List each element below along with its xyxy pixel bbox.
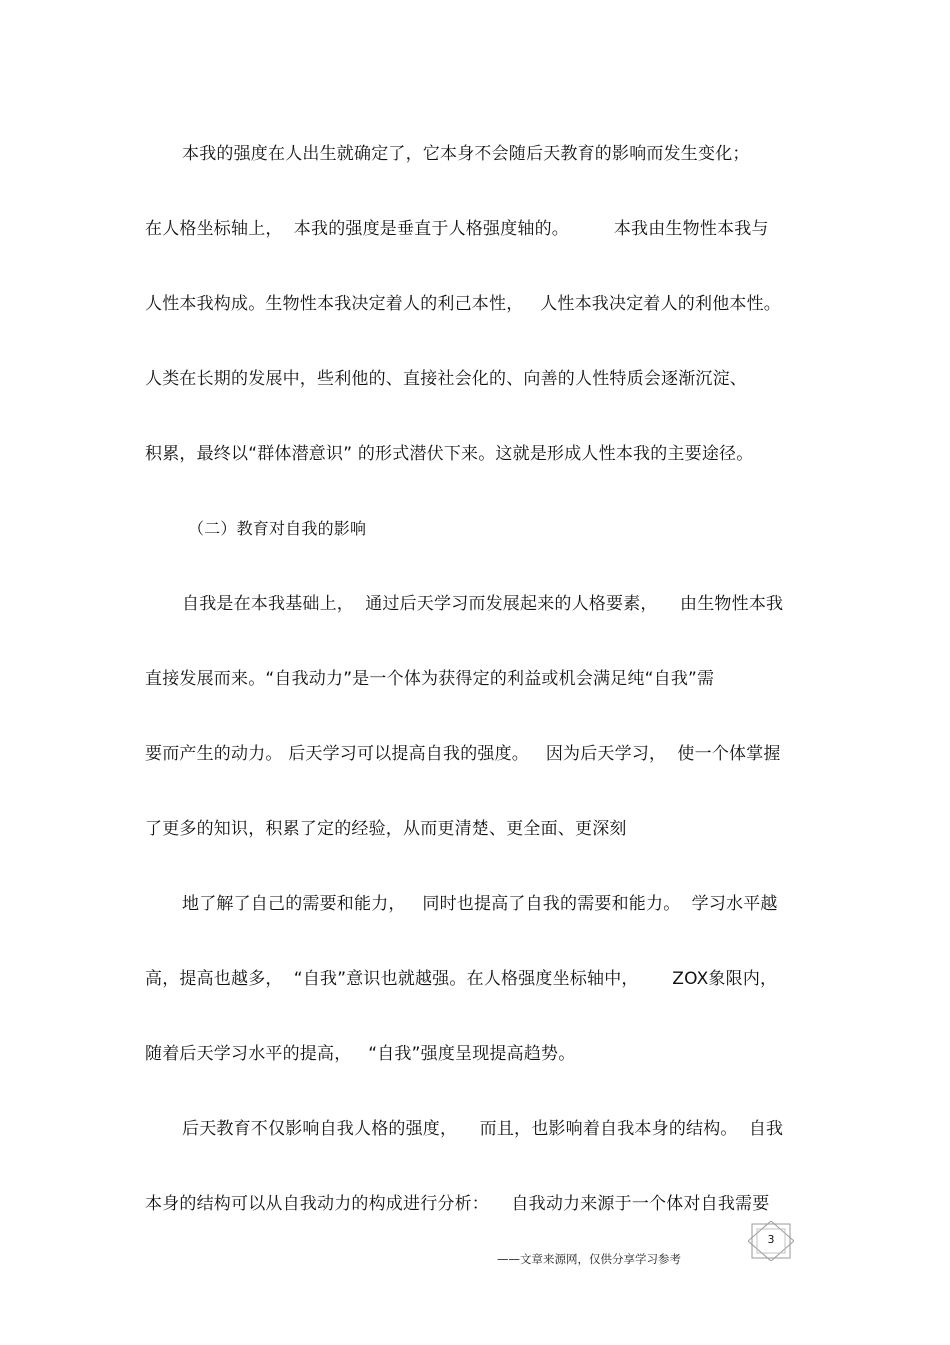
- paragraph-line: 积累，最终以“群体潜意识” 的形式潜伏下来。这就是形成人性本我的主要途径。: [145, 444, 754, 464]
- paragraph-line: 了更多的知识，积累了定的经验，从而更清楚、更全面、更深刻: [145, 819, 627, 839]
- page-number: 3: [767, 1233, 775, 1246]
- page-number-badge: [748, 1221, 794, 1261]
- paragraph-line: 随着后天学习水平的提高， “自我”强度呈现提高趋势。: [145, 1044, 576, 1064]
- paragraph-line: 自我是在本我基础上， 通过后天学习而发展起来的人格要素， 由生物性本我: [182, 594, 784, 614]
- paragraph-line: 在人格坐标轴上， 本我的强度是垂直于人格强度轴的。 本我由生物性本我与: [145, 219, 769, 239]
- paragraph-line: 地了解了自己的需要和能力， 同时也提高了自我的需要和能力。 学习水平越: [182, 894, 778, 914]
- paragraph-line: 人类在长期的发展中，些利他的、直接社会化的、向善的人性特质会逐渐沉淀、: [145, 369, 747, 389]
- paragraph-line: 要而产生的动力。 后天学习可以提高自我的强度。 因为后天学习， 使一个体掌握: [145, 744, 781, 764]
- paragraph-line: 直接发展而来。“自我动力”是一个体为获得定的利益或机会满足纯“自我”需: [145, 669, 715, 689]
- section-heading: （二）教育对自我的影响: [188, 519, 367, 538]
- paragraph-line: 本我的强度在人出生就确定了，它本身不会随后天教育的影响而发生变化；: [182, 144, 750, 164]
- paragraph-line: 人性本我构成。生物性本我决定着人的利己本性， 人性本我决定着人的利他本性。: [145, 294, 782, 314]
- footer-source-note: ——文章来源网，仅供分享学习参考: [497, 1252, 681, 1266]
- paragraph-line: 高，提高也越多， “自我”意识也就越强。在人格强度坐标轴中， ZOX象限内，: [145, 969, 778, 989]
- paragraph-line: 本身的结构可以从自我动力的构成进行分析： 自我动力来源于一个体对自我需要: [145, 1194, 770, 1214]
- paragraph-line: 后天教育不仅影响自我人格的强度， 而且，也影响着自我本身的结构。 自我: [182, 1119, 784, 1139]
